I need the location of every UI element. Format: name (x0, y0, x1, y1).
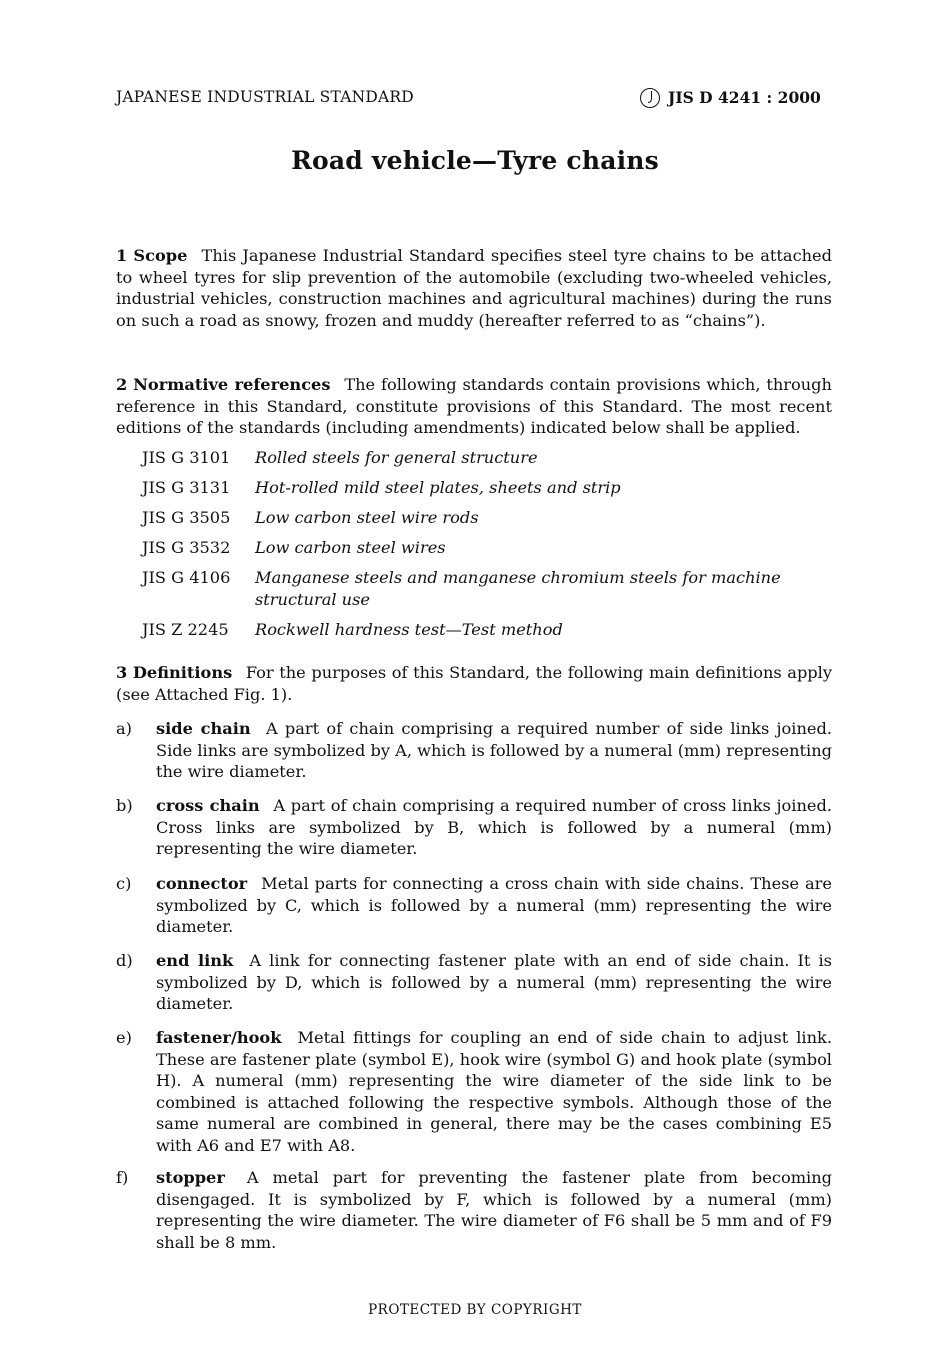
section-text: For the purposes of this Standard, the following main definitions apply (see Attached Fig. 1). (116, 663, 832, 704)
copyright-footer: PROTECTED BY COPYRIGHT (368, 1302, 582, 1318)
reference-code: JIS G 3532 (142, 538, 231, 557)
section-number: 1 (116, 246, 128, 265)
reference-item (142, 537, 832, 559)
reference-item (142, 567, 832, 610)
definition-text: A part of chain comprising a required number of cross links joined. Cross links are symbolized by B, which is followed by a numeral (mm) representing the wire diameter. (156, 796, 832, 858)
definition-term: cross chain (156, 796, 260, 815)
reference-title: Low carbon steel wire rods (255, 508, 479, 527)
reference-item (142, 619, 832, 641)
jis-mark-icon (640, 88, 660, 108)
page-title: Road vehicle—Tyre chains (291, 146, 659, 175)
reference-title: Manganese steels and manganese chromium steels for machine structural use (255, 568, 781, 609)
reference-item (142, 477, 832, 499)
definition-item (116, 795, 832, 860)
section-number: 2 (116, 375, 128, 394)
definition-term: fastener/hook (156, 1028, 282, 1047)
section-heading: Definitions (132, 663, 233, 682)
section-text: This Japanese Industrial Standard specifies steel tyre chains to be attached to wheel tyres for slip prevention of the automobile (excluding two-wheeled vehicles, industrial vehicles, construction machines and agricultural machines) during the runs on such a road as snowy, frozen and muddy (hereafter referred to as “chains”). (116, 246, 832, 330)
header-standard-number (640, 87, 821, 109)
reference-title: Rolled steels for general structure (255, 448, 538, 467)
definition-item (116, 718, 832, 783)
definition-text: Metal fittings for coupling an end of side chain to adjust link. These are fastener plate (symbol E), hook wire (symbol G) and hook plate (symbol H). A numeral (mm) representing the wire diameter of the side link to be combined is attached following the respective symbols. Although those of the same numeral are combined in general, there may be the cases combining E5 with A6 and E7 with A8. (156, 1028, 832, 1155)
reference-code: JIS G 3505 (142, 508, 231, 527)
definition-letter: e) (116, 1028, 132, 1047)
definition-item (116, 1167, 832, 1253)
definition-item (116, 873, 832, 938)
definition-text: A part of chain comprising a required number of side links joined. Side links are symbolized by A, which is followed by a numeral (mm) representing the wire diameter. (156, 719, 832, 781)
reference-title: Hot-rolled mild steel plates, sheets and strip (255, 478, 621, 497)
section-definitions (116, 662, 832, 705)
reference-title: Low carbon steel wires (255, 538, 446, 557)
definition-term: side chain (156, 719, 251, 738)
section-heading: Scope (133, 246, 188, 265)
reference-list (142, 447, 832, 649)
definition-letter: c) (116, 874, 132, 893)
definition-letter: f) (116, 1168, 129, 1187)
reference-code: JIS Z 2245 (142, 619, 229, 639)
reference-item (142, 507, 832, 529)
definition-term: stopper (156, 1168, 225, 1187)
section-scope (116, 245, 832, 331)
section-heading: Normative references (133, 375, 331, 394)
reference-title: Rockwell hardness test—Test method (255, 619, 563, 639)
definition-item (116, 1027, 832, 1156)
reference-code: JIS G 3131 (142, 478, 231, 497)
header-standard-name: JAPANESE INDUSTRIAL STANDARD (116, 88, 414, 106)
section-number: 3 (116, 663, 128, 682)
definition-term: connector (156, 874, 248, 893)
definition-text: A link for connecting fastener plate with an end of side chain. It is symbolized by D, which is followed by a numeral (mm) representing the wire diameter. (156, 951, 832, 1013)
section-normative-references (116, 374, 832, 439)
definition-letter: b) (116, 796, 133, 815)
definition-text: Metal parts for connecting a cross chain with side chains. These are symbolized by C, which is followed by a numeral (mm) representing the wire diameter. (156, 874, 832, 936)
reference-code: JIS G 4106 (142, 568, 231, 587)
definition-text: A metal part for preventing the fastener plate from becoming disengaged. It is symbolized by F, which is followed by a numeral (mm) representing the wire diameter. The wire diameter of F6 shall be 5 mm and of F9 shall be 8 mm. (156, 1168, 833, 1252)
definition-term: end link (156, 951, 234, 970)
reference-item (142, 447, 832, 469)
reference-code: JIS G 3101 (142, 448, 231, 467)
definition-item (116, 950, 832, 1015)
standard-code: JIS D 4241 : 2000 (668, 88, 821, 107)
definition-letter: a) (116, 719, 132, 738)
section-text: The following standards contain provisions which, through reference in this Standard, constitute provisions of this Standard. The most recent editions of the standards (including amendments) indicated below shall be applied. (116, 375, 832, 437)
definition-letter: d) (116, 951, 133, 970)
